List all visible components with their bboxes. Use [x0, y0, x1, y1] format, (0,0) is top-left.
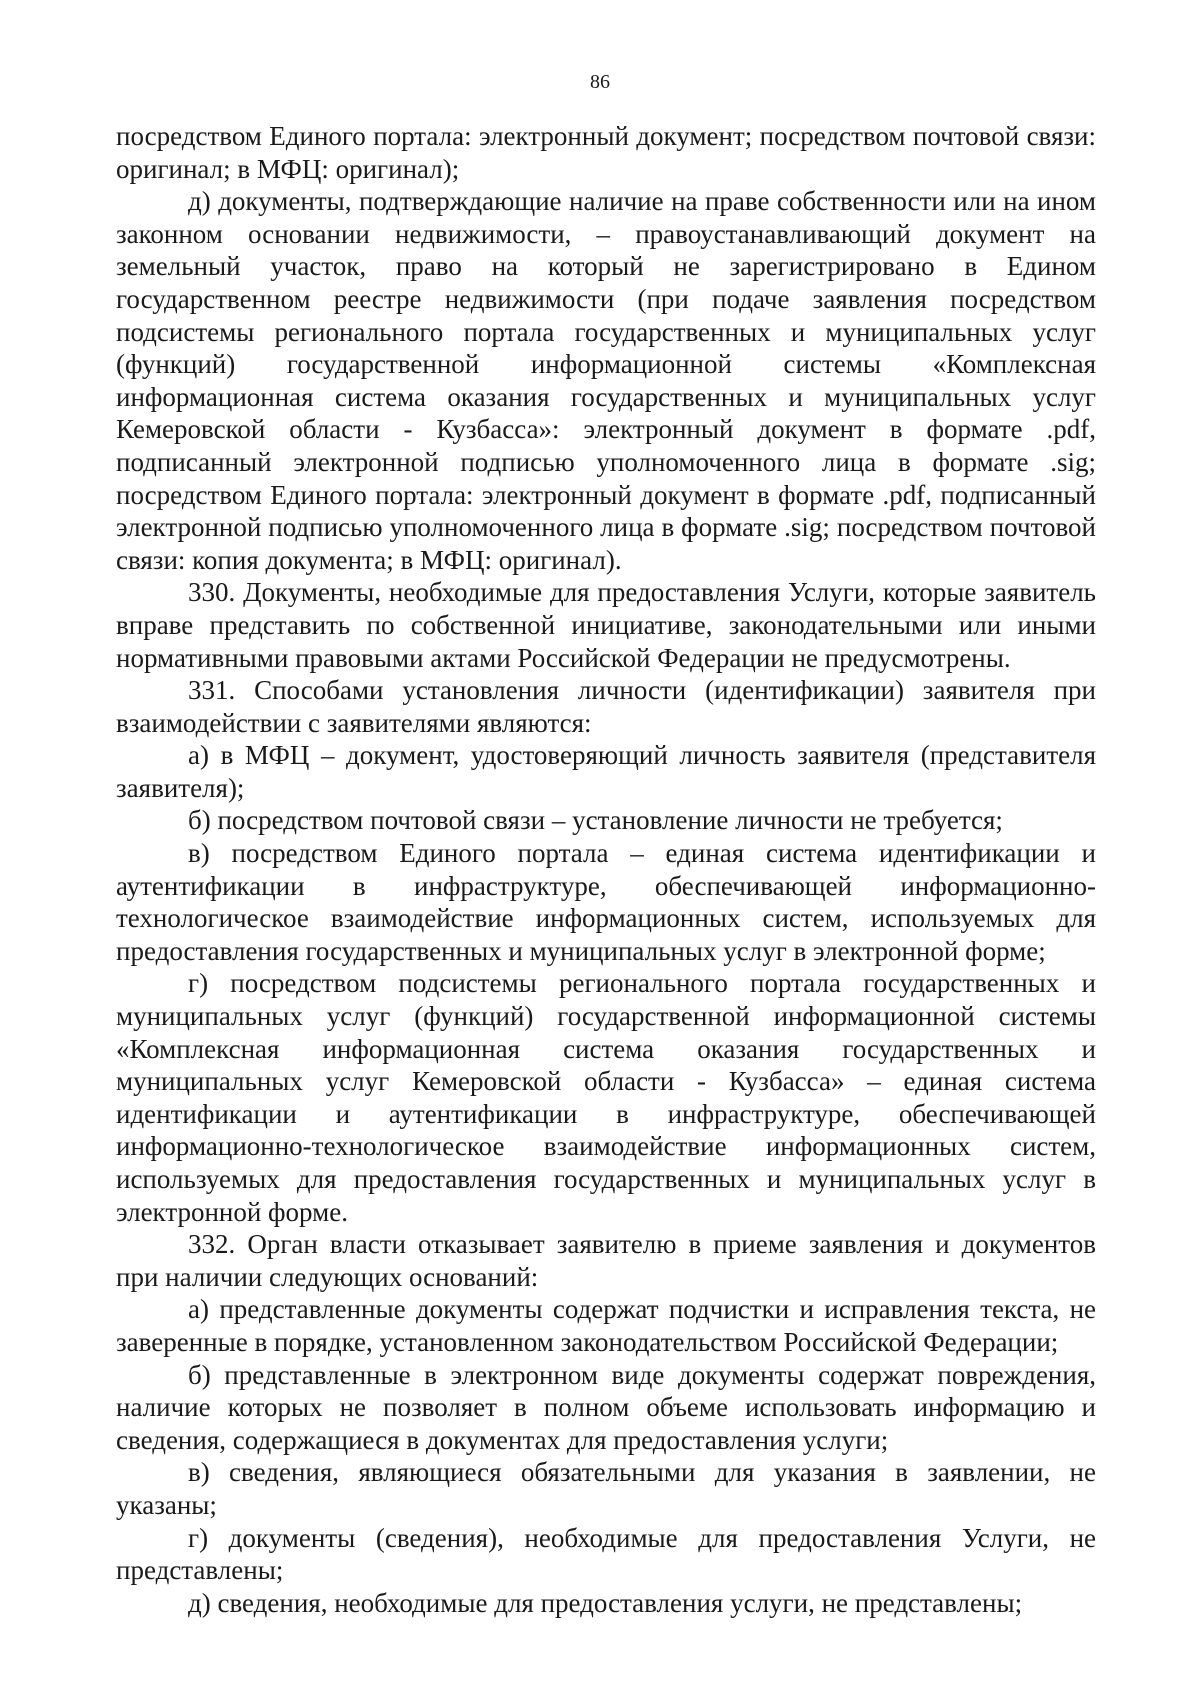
paragraph-331-a: а) в МФЦ – документ, удостоверяющий личность заявителя (представителя заявителя); — [116, 740, 1096, 803]
paragraph-331-g: г) посредством подсистемы регионального портала государственных и муниципальных услуг (функций) государственной информационной системы «Комплексная информационная система оказания государственных и муниципальных услуг Кемеровской области - Кузбасса» – единая система идентификации и аутентификации в инфраструктуре, обеспечивающей информационно-технологическое взаимодействие информационных систем, используемых для предоставления государственных и муниципальных услуг в электронной форме. — [116, 968, 1096, 1227]
paragraph-330: 330. Документы, необходимые для предоставления Услуги, которые заявитель вправе представить по собственной инициативе, законодательными или иными нормативными правовыми актами Российской Федерации не предусмотрены. — [116, 577, 1096, 673]
paragraph-332-b: б) представленные в электронном виде документы содержат повреждения, наличие которых не позволяет в полном объеме использовать информацию и сведения, содержащиеся в документах для предоставления услуги; — [116, 1359, 1096, 1455]
paragraph-332-a: а) представленные документы содержат подчистки и исправления текста, не заверенные в порядке, установленном законодательством Российской Федерации; — [116, 1294, 1096, 1357]
paragraph-332-v: в) сведения, являющиеся обязательными для указания в заявлении, не указаны; — [116, 1457, 1096, 1520]
paragraph-331-v: в) посредством Единого портала – единая система идентификации и аутентификации в инфраструктуре, обеспечивающей информационно-технологическое взаимодействие информационных систем, используемых для предоставления государственных и муниципальных услуг в электронной форме; — [116, 838, 1096, 966]
paragraph-332: 332. Орган власти отказывает заявителю в приеме заявления и документов при наличии следующих оснований: — [116, 1229, 1096, 1292]
paragraph-item-d-ownership-documents: д) документы, подтверждающие наличие на праве собственности или на ином законном основании недвижимости, – правоустанавливающий документ на земельный участок, право на который не зарегистрировано в Едином государственном реестре недвижимости (при подаче заявления посредством подсистемы регионального портала государственных и муниципальных услуг (функций) государственной информационной системы «Комплексная информационная система оказания государственных и муниципальных услуг Кемеровской области - Кузбасса»: электронный документ в формате .pdf, подписанный электронной подписью уполномоченного лица в формате .sig; посредством Единого портала: электронный документ в формате .pdf, подписанный электронной подписью уполномоченного лица в формате .sig; посредством почтовой связи: копия документа; в МФЦ: оригинал). — [116, 186, 1096, 575]
paragraph-332-d: д) сведения, необходимые для предоставления услуги, не представлены; — [188, 1587, 1023, 1618]
page-number: 86 — [590, 71, 610, 93]
paragraph-331-b: б) посредством почтовой связи – установление личности не требуется; — [188, 805, 1003, 836]
paragraph-332-g: г) документы (сведения), необходимые для предоставления Услуги, не представлены; — [116, 1522, 1096, 1586]
paragraph-continuation: посредством Единого портала: электронный документ; посредством почтовой связи: оригинал; в МФЦ: оригинал); — [116, 121, 1096, 184]
paragraph-331: 331. Способами установления личности (идентификации) заявителя при взаимодействии с заявителями являются: — [116, 675, 1096, 738]
document-body — [116, 120, 1096, 1619]
